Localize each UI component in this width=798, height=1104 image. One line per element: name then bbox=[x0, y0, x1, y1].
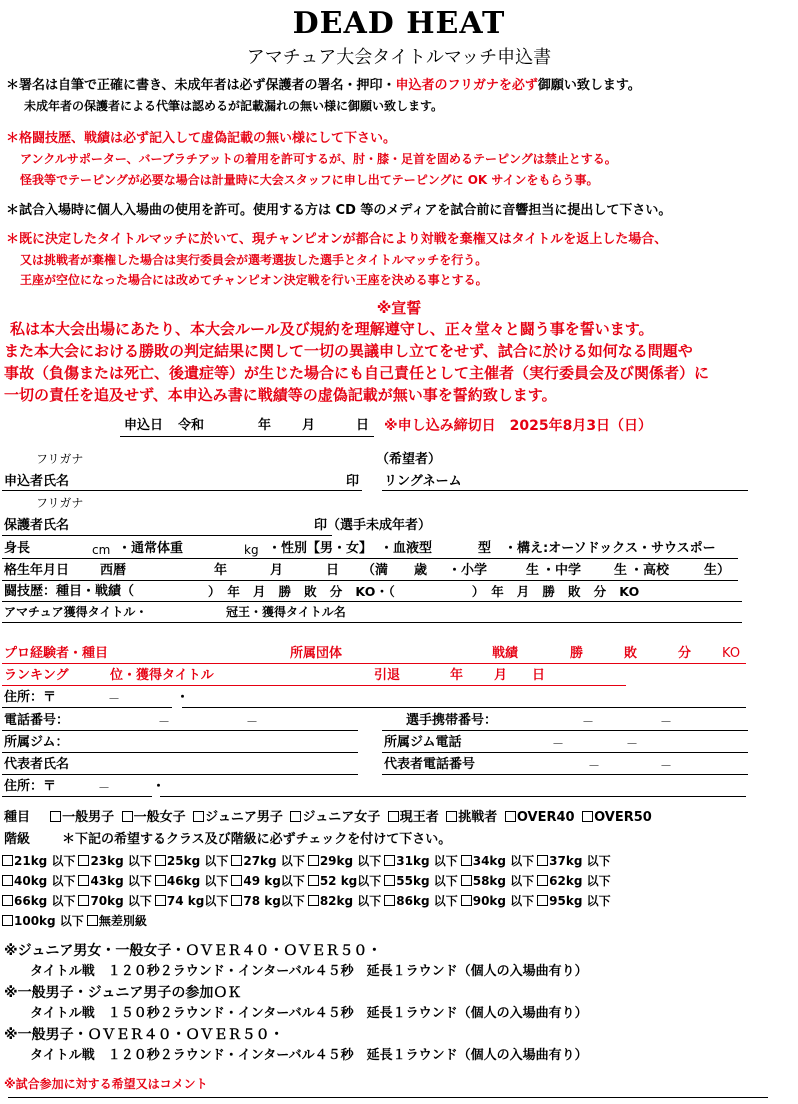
oath-line-3: 事故（負傷または死亡、後遺症等）が生じた場合にも自己責任として主催者（実行委員会及び関係者）に bbox=[4, 364, 710, 382]
amateur-title-line bbox=[2, 622, 742, 623]
address-dot: ・ bbox=[176, 690, 190, 705]
retire-year: 年 bbox=[450, 668, 464, 683]
pro-win: 勝 bbox=[570, 646, 584, 661]
note-4-line1: ＊既に決定したタイトルマッチに於いて、現チャンピオンが都合により対戦を棄権又はタイトルを返上した場合、 bbox=[6, 232, 668, 247]
rep-line bbox=[2, 774, 358, 775]
application-date-era: 令和 bbox=[178, 418, 205, 433]
rank-title-label[interactable]: 位・獲得タイトル bbox=[110, 668, 214, 683]
class-option[interactable]: 52 kg以下 bbox=[305, 874, 381, 888]
rep-phone-line bbox=[382, 774, 748, 775]
page-subtitle: アマチュア大会タイトルマッチ申込書 bbox=[246, 47, 552, 68]
gym-phone-line bbox=[382, 752, 748, 753]
class-option[interactable]: 29kg 以下 bbox=[305, 854, 381, 868]
checkbox-icon bbox=[308, 895, 319, 906]
checkbox-icon bbox=[78, 875, 89, 886]
class-option[interactable]: 78 kg以下 bbox=[228, 894, 304, 908]
checkbox-icon bbox=[78, 855, 89, 866]
amateur-title-label[interactable]: アマチュア獲得タイトル・ bbox=[4, 605, 148, 619]
gym-phone-dash-1: － bbox=[552, 737, 565, 751]
furigana-label-1: フリガナ bbox=[36, 452, 84, 466]
class-option[interactable]: 23kg 以下 bbox=[75, 854, 151, 868]
pro-record-label: 戦績 bbox=[492, 646, 519, 661]
phone-label[interactable]: 電話番号： bbox=[4, 713, 70, 728]
birth-month: 月 bbox=[270, 563, 284, 578]
category-option[interactable]: 一般女子 bbox=[119, 810, 186, 825]
class-option[interactable]: 100kg 以下 bbox=[2, 914, 84, 928]
phone-dash-2: － bbox=[246, 715, 259, 729]
class-option[interactable]: 無差別級 bbox=[84, 914, 147, 928]
ranking-label[interactable]: ランキング bbox=[4, 668, 69, 683]
checkbox-icon bbox=[87, 915, 98, 926]
category-label: 種目 bbox=[4, 810, 31, 825]
pro-lose: 敗 bbox=[624, 646, 638, 661]
note-1-line2: 未成年者の保護者による代筆は認めるが記載漏れの無い様に御願い致します。 bbox=[24, 99, 444, 113]
pro-team-label[interactable]: 所属団体 bbox=[290, 646, 343, 661]
deadline-notice: ※申し込み締切日 2025年8月3日（日） bbox=[384, 418, 653, 434]
checkbox-icon bbox=[2, 855, 13, 866]
address2-dot: ・ bbox=[152, 779, 166, 794]
weight-unit: kg bbox=[244, 543, 259, 557]
oath-title: ※宣誓 bbox=[376, 299, 422, 317]
body-row-line bbox=[2, 558, 738, 559]
class-option[interactable]: 40kg 以下 bbox=[2, 874, 75, 888]
category-option[interactable]: OVER40 bbox=[502, 810, 575, 825]
class-option[interactable]: 82kg 以下 bbox=[305, 894, 381, 908]
rule-1-head: ※ジュニア男女・一般女子・ＯＶＥＲ４０・ＯＶＥＲ５０・ bbox=[4, 943, 382, 959]
gym-line bbox=[2, 752, 358, 753]
comment-label[interactable]: ※試合参加に対する希望又はコメント bbox=[4, 1077, 208, 1091]
checkbox-icon bbox=[461, 855, 472, 866]
checkbox-icon bbox=[231, 855, 242, 866]
address2-line bbox=[160, 796, 746, 797]
note-4-line3: 王座が空位になった場合には改めてチャンピオン決定戦を行い王座を決める事とする。 bbox=[20, 273, 488, 287]
address-dash: － bbox=[108, 692, 121, 706]
checkbox-icon bbox=[231, 875, 242, 886]
checkbox-icon bbox=[582, 811, 593, 822]
height-unit: cm bbox=[92, 543, 111, 557]
checkbox-icon bbox=[193, 811, 204, 822]
birth-row-line bbox=[2, 580, 738, 581]
age-label: （満 歳 bbox=[362, 563, 428, 578]
category-option[interactable]: 一般男子 bbox=[47, 810, 114, 825]
elementary-label: ・小学 bbox=[448, 563, 488, 578]
note-1-line1: ＊署名は自筆で正確に書き、未成年者は必ず保護者の署名・押印・申込者のフリガナを必ず御願い致します。 bbox=[6, 78, 641, 93]
applicant-name-label[interactable]: 申込者氏名 bbox=[4, 474, 70, 489]
high-label: ・高校 bbox=[630, 563, 670, 578]
phone-line bbox=[2, 730, 358, 731]
history-line bbox=[2, 601, 742, 602]
checkbox-icon bbox=[384, 875, 395, 886]
junior-grade: 生 bbox=[614, 563, 628, 578]
mobile-dash-1: － bbox=[582, 715, 595, 729]
checkbox-icon bbox=[308, 855, 319, 866]
high-grade: 生） bbox=[704, 563, 731, 578]
class-option[interactable]: 95kg 以下 bbox=[534, 894, 610, 908]
category-option[interactable]: 現王者 bbox=[385, 810, 439, 825]
address-label[interactable]: 住所：〒 bbox=[4, 690, 57, 705]
birth-year: 年 bbox=[214, 563, 228, 578]
birth-label[interactable]: 格生年月日 bbox=[4, 563, 70, 578]
rep-phone-dash-1: － bbox=[588, 759, 601, 773]
checkbox-icon bbox=[461, 875, 472, 886]
class-option[interactable]: 55kg 以下 bbox=[381, 874, 457, 888]
application-date-day: 日 bbox=[356, 418, 370, 433]
class-row-2 bbox=[2, 874, 611, 889]
checkbox-icon bbox=[155, 875, 166, 886]
history-label[interactable]: 闘技歴：種目・戦績（ bbox=[4, 584, 135, 599]
class-option[interactable]: 66kg 以下 bbox=[2, 894, 75, 908]
note-2-line1: ＊格闘技歴、戦績は必ず記入して虚偽記載の無い様にして下さい。 bbox=[6, 131, 397, 146]
height-label[interactable]: 身長 bbox=[4, 541, 31, 556]
checkbox-icon bbox=[2, 915, 13, 926]
checkbox-icon bbox=[388, 811, 399, 822]
pro-line bbox=[2, 663, 746, 664]
class-row-4 bbox=[2, 914, 147, 929]
checkbox-icon bbox=[537, 875, 548, 886]
class-option[interactable]: 62kg 以下 bbox=[534, 874, 610, 888]
class-option[interactable]: 86kg 以下 bbox=[381, 894, 457, 908]
stance-label[interactable]: ・構え:オーソドックス・サウスポー bbox=[504, 541, 716, 556]
rule-1-body: タイトル戦 １２０秒２ラウンド・インターバル４５秒 延長１ラウンド（個人の入場曲有り） bbox=[30, 964, 588, 979]
class-option[interactable]: 90kg 以下 bbox=[458, 894, 534, 908]
oath-line-4: 一切の責任を追及せず、本申込み書に戦績等の虚偽記載が無い事を誓約致します。 bbox=[4, 386, 557, 404]
applicant-seal: 印 bbox=[346, 474, 360, 489]
phone-dash-1: － bbox=[158, 715, 171, 729]
checkbox-icon bbox=[155, 855, 166, 866]
application-date-label: 申込日 bbox=[124, 418, 164, 433]
rule-3-body: タイトル戦 １２０秒２ラウンド・インターバル４５秒 延長１ラウンド（個人の入場曲有り） bbox=[30, 1048, 588, 1063]
rule-3-head: ※一般男子・ＯＶＥＲ４０・ＯＶＥＲ５０・ bbox=[4, 1027, 284, 1043]
guardian-name-line bbox=[2, 535, 332, 536]
ring-name-line bbox=[382, 490, 748, 491]
weight-label[interactable]: ・通常体重 bbox=[118, 541, 184, 556]
birth-seireki: 西暦 bbox=[100, 563, 127, 578]
history-record: ） 年 月 勝 敗 分 KO・（ ） 年 月 勝 敗 分 KO bbox=[208, 584, 640, 599]
address2-dash: － bbox=[98, 781, 111, 795]
class-option[interactable]: 70kg 以下 bbox=[75, 894, 151, 908]
rep-phone-dash-2: － bbox=[660, 759, 673, 773]
rep-phone-label[interactable]: 代表者電話番号 bbox=[384, 757, 476, 772]
crown-label[interactable]: 冠王・獲得タイトル名 bbox=[226, 605, 346, 619]
pro-label[interactable]: プロ経験者・種目 bbox=[4, 646, 109, 661]
date-underline bbox=[120, 436, 374, 437]
class-option[interactable]: 27kg 以下 bbox=[228, 854, 304, 868]
class-option[interactable]: 31kg 以下 bbox=[381, 854, 457, 868]
class-label: 階級 bbox=[4, 832, 31, 847]
ring-name-label[interactable]: リングネーム bbox=[384, 474, 462, 489]
checkbox-icon bbox=[384, 895, 395, 906]
checkbox-icon bbox=[2, 895, 13, 906]
checkbox-icon bbox=[231, 895, 242, 906]
checkbox-icon bbox=[155, 895, 166, 906]
note-2-line3: 怪我等でテーピングが必要な場合は計量時に大会スタッフに申し出てテーピングに OK サインをもらう事。 bbox=[20, 173, 599, 187]
comment-line bbox=[8, 1097, 768, 1098]
guardian-seal: 印（選手未成年者） bbox=[314, 518, 432, 533]
blood-unit: 型 bbox=[478, 541, 492, 556]
mobile-dash-2: － bbox=[660, 715, 673, 729]
application-date-year: 年 bbox=[258, 418, 272, 433]
class-option[interactable]: 37kg 以下 bbox=[534, 854, 610, 868]
gym-phone-dash-2: － bbox=[626, 737, 639, 751]
note-2-line2: アンクルサポーター、バーブラチアットの着用を許可するが、肘・膝・足首を固めるテーピングは禁止とする。 bbox=[20, 152, 617, 166]
zip2-line bbox=[2, 796, 152, 797]
gym-phone-label[interactable]: 所属ジム電話 bbox=[384, 735, 462, 750]
elementary-grade: 生 bbox=[526, 563, 540, 578]
checkbox-icon bbox=[537, 895, 548, 906]
guardian-name-label[interactable]: 保護者氏名 bbox=[4, 518, 70, 533]
pro-draw: 分 bbox=[678, 646, 692, 661]
page-title: DEAD HEAT bbox=[292, 6, 506, 41]
class-option[interactable]: 74 kg以下 bbox=[152, 894, 228, 908]
checkbox-icon bbox=[78, 895, 89, 906]
class-option[interactable]: 34kg 以下 bbox=[458, 854, 534, 868]
rule-2-body: タイトル戦 １５０秒２ラウンド・インターバル４５秒 延長１ラウンド（個人の入場曲有り） bbox=[30, 1006, 588, 1021]
checkbox-icon bbox=[122, 811, 133, 822]
gym-label[interactable]: 所属ジム： bbox=[4, 735, 69, 750]
oath-line-2: また本大会における勝敗の判定結果に関して一切の異議申し立てをせず、試合に於ける如何なる問題や bbox=[4, 342, 693, 360]
class-note: ＊下記の希望するクラス及び階級に必ずチェックを付けて下さい。 bbox=[62, 832, 452, 847]
mobile-label[interactable]: 選手携帯番号： bbox=[406, 713, 498, 728]
category-option[interactable]: ジュニア男子 bbox=[190, 810, 283, 825]
category-option[interactable]: OVER50 bbox=[579, 810, 652, 825]
class-option[interactable]: 46kg 以下 bbox=[152, 874, 228, 888]
checkbox-icon bbox=[446, 811, 457, 822]
oath-line-1: 私は本大会出場にあたり、本大会ルール及び規約を理解遵守し、正々堂々と闘う事を誓います。 bbox=[10, 320, 654, 338]
kibou-label: （希望者） bbox=[376, 452, 442, 467]
category-row bbox=[4, 810, 652, 826]
mobile-line bbox=[382, 730, 748, 731]
junior-label: ・中学 bbox=[542, 563, 582, 578]
zip-line bbox=[2, 707, 172, 708]
class-row-3 bbox=[2, 894, 611, 909]
application-date-month: 月 bbox=[302, 418, 316, 433]
checkbox-icon bbox=[50, 811, 61, 822]
rep-label[interactable]: 代表者氏名 bbox=[4, 757, 70, 772]
class-option[interactable]: 43kg 以下 bbox=[75, 874, 151, 888]
blood-label[interactable]: ・血液型 bbox=[380, 541, 433, 556]
class-row-1 bbox=[2, 854, 611, 869]
note-3-line1: ＊試合入場時に個人入場曲の使用を許可。使用する方は CD 等のメディアを試合前に音響担当に提出して下さい。 bbox=[6, 203, 672, 218]
address-line bbox=[182, 707, 746, 708]
checkbox-icon bbox=[290, 811, 301, 822]
checkbox-icon bbox=[461, 895, 472, 906]
checkbox-icon bbox=[2, 875, 13, 886]
pro-ko: KO bbox=[722, 646, 741, 661]
sex-label[interactable]: ・性別【男・女】 bbox=[268, 541, 373, 556]
checkbox-icon bbox=[537, 855, 548, 866]
note-4-line2: 又は挑戦者が棄権した場合は実行委員会が選考選抜した選手とタイトルマッチを行う。 bbox=[20, 253, 488, 267]
checkbox-icon bbox=[384, 855, 395, 866]
checkbox-icon bbox=[308, 875, 319, 886]
birth-day: 日 bbox=[326, 563, 340, 578]
ranking-line bbox=[2, 685, 626, 686]
retire-day: 日 bbox=[532, 668, 546, 683]
category-option[interactable]: ジュニア女子 bbox=[287, 810, 380, 825]
furigana-label-2: フリガナ bbox=[36, 496, 84, 510]
class-option[interactable]: 25kg 以下 bbox=[152, 854, 228, 868]
checkbox-icon bbox=[505, 811, 516, 822]
category-option[interactable]: 挑戦者 bbox=[443, 810, 497, 825]
class-option[interactable]: 21kg 以下 bbox=[2, 854, 75, 868]
applicant-name-line bbox=[2, 490, 362, 491]
class-option[interactable]: 49 kg以下 bbox=[228, 874, 304, 888]
rule-2-head: ※一般男子・ジュニア男子の参加ＯＫ bbox=[4, 985, 242, 1001]
address2-label[interactable]: 住所：〒 bbox=[4, 779, 57, 794]
class-option[interactable]: 58kg 以下 bbox=[458, 874, 534, 888]
retire-label[interactable]: 引退 bbox=[374, 668, 401, 683]
retire-month: 月 bbox=[494, 668, 508, 683]
